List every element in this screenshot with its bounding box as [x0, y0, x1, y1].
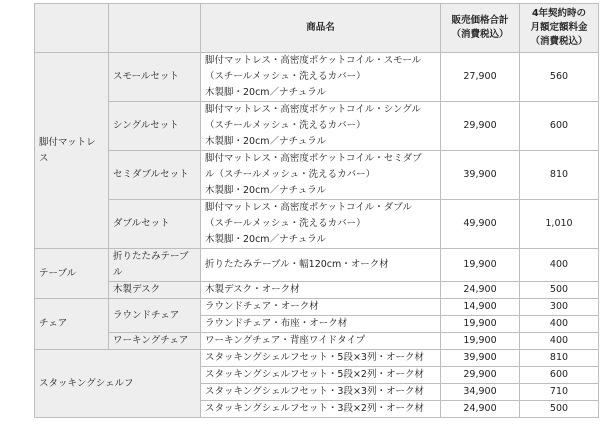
product-name-cell: 木製デスク・オーク材 — [201, 282, 441, 299]
monthly-fee-cell: 1,010 — [520, 200, 599, 249]
monthly-fee-cell: 600 — [520, 102, 599, 151]
subcategory-single: シングルセット — [109, 102, 201, 151]
monthly-fee-cell: 500 — [520, 401, 599, 418]
price-cell: 19,900 — [441, 333, 520, 350]
subcategory-folding-table: 折りたたみテーブ ル — [109, 249, 201, 282]
price-cell: 19,900 — [441, 316, 520, 333]
table-row — [35, 282, 599, 299]
subcategory-semidouble: セミダブルセット — [109, 151, 201, 200]
product-name-cell: 折りたたみテーブル・幅120cm・オーク材 — [201, 249, 441, 282]
table-row — [35, 299, 599, 316]
price-cell: 39,900 — [441, 151, 520, 200]
category-stacking-shelf: スタッキングシェルフ — [35, 350, 201, 418]
monthly-fee-cell: 500 — [520, 282, 599, 299]
price-cell: 24,900 — [441, 401, 520, 418]
price-cell: 39,900 — [441, 350, 520, 367]
category-mattress: 脚付マットレス — [35, 53, 109, 249]
monthly-fee-cell: 810 — [520, 151, 599, 200]
table-row — [35, 53, 599, 102]
monthly-fee-cell: 300 — [520, 299, 599, 316]
product-name-cell: スタッキングシェルフセット・3段×2列・オーク材 — [201, 401, 441, 418]
category-table: テーブル — [35, 249, 109, 299]
product-name-cell: 脚付マットレス・高密度ポケットコイル・シングル （スチールメッシュ・洗えるカバー） 木製脚・20cm／ナチュラル — [201, 102, 441, 151]
table-row — [35, 200, 599, 249]
table-row — [35, 350, 599, 367]
product-name-cell: ラウンドチェア・オーク材 — [201, 299, 441, 316]
monthly-fee-cell: 400 — [520, 316, 599, 333]
header-price: 販売価格合計 （消費税込） — [441, 4, 520, 53]
monthly-fee-cell: 600 — [520, 367, 599, 384]
header-category — [35, 4, 109, 53]
table-row — [35, 151, 599, 200]
subcategory-round-chair: ラウンドチェア — [109, 299, 201, 333]
monthly-fee-cell: 400 — [520, 249, 599, 282]
product-name-cell: ラウンドチェア・布座・オーク材 — [201, 316, 441, 333]
monthly-fee-cell: 810 — [520, 350, 599, 367]
monthly-fee-cell: 710 — [520, 384, 599, 401]
price-table — [34, 3, 599, 418]
price-cell: 14,900 — [441, 299, 520, 316]
price-cell: 27,900 — [441, 53, 520, 102]
product-name-cell: 脚付マットレス・高密度ポケットコイル・セミダブ ル（スチールメッシュ・洗えるカバー） 木製脚・20cm／ナチュラル — [201, 151, 441, 200]
price-cell: 29,900 — [441, 367, 520, 384]
product-name-cell: スタッキングシェルフセット・3段×3列・オーク材 — [201, 384, 441, 401]
price-cell: 49,900 — [441, 200, 520, 249]
price-cell: 24,900 — [441, 282, 520, 299]
price-cell: 34,900 — [441, 384, 520, 401]
product-name-cell: スタッキングシェルフセット・5段×3列・オーク材 — [201, 350, 441, 367]
subcategory-small: スモールセット — [109, 53, 201, 102]
table-row — [35, 333, 599, 350]
table-row — [35, 102, 599, 151]
subcategory-desk: 木製デスク — [109, 282, 201, 299]
header-row — [35, 4, 599, 53]
product-name-cell: スタッキングシェルフセット・5段×2列・オーク材 — [201, 367, 441, 384]
subcategory-double: ダブルセット — [109, 200, 201, 249]
table-row — [35, 249, 599, 282]
header-subcategory — [109, 4, 201, 53]
header-monthly-fee: 4年契約時の 月額定額料金 （消費税込） — [520, 4, 599, 53]
subcategory-working-chair: ワーキングチェア — [109, 333, 201, 350]
product-name-cell: 脚付マットレス・高密度ポケットコイル・スモール （スチールメッシュ・洗えるカバー） 木製脚・20cm／ナチュラル — [201, 53, 441, 102]
monthly-fee-cell: 400 — [520, 333, 599, 350]
header-product-name: 商品名 — [201, 4, 441, 53]
category-chair: チェア — [35, 299, 109, 350]
monthly-fee-cell: 560 — [520, 53, 599, 102]
price-cell: 19,900 — [441, 249, 520, 282]
product-name-cell: ワーキングチェア・背座ワイドタイプ — [201, 333, 441, 350]
product-name-cell: 脚付マットレス・高密度ポケットコイル・ダブル （スチールメッシュ・洗えるカバー） 木製脚・20cm／ナチュラル — [201, 200, 441, 249]
price-cell: 29,900 — [441, 102, 520, 151]
